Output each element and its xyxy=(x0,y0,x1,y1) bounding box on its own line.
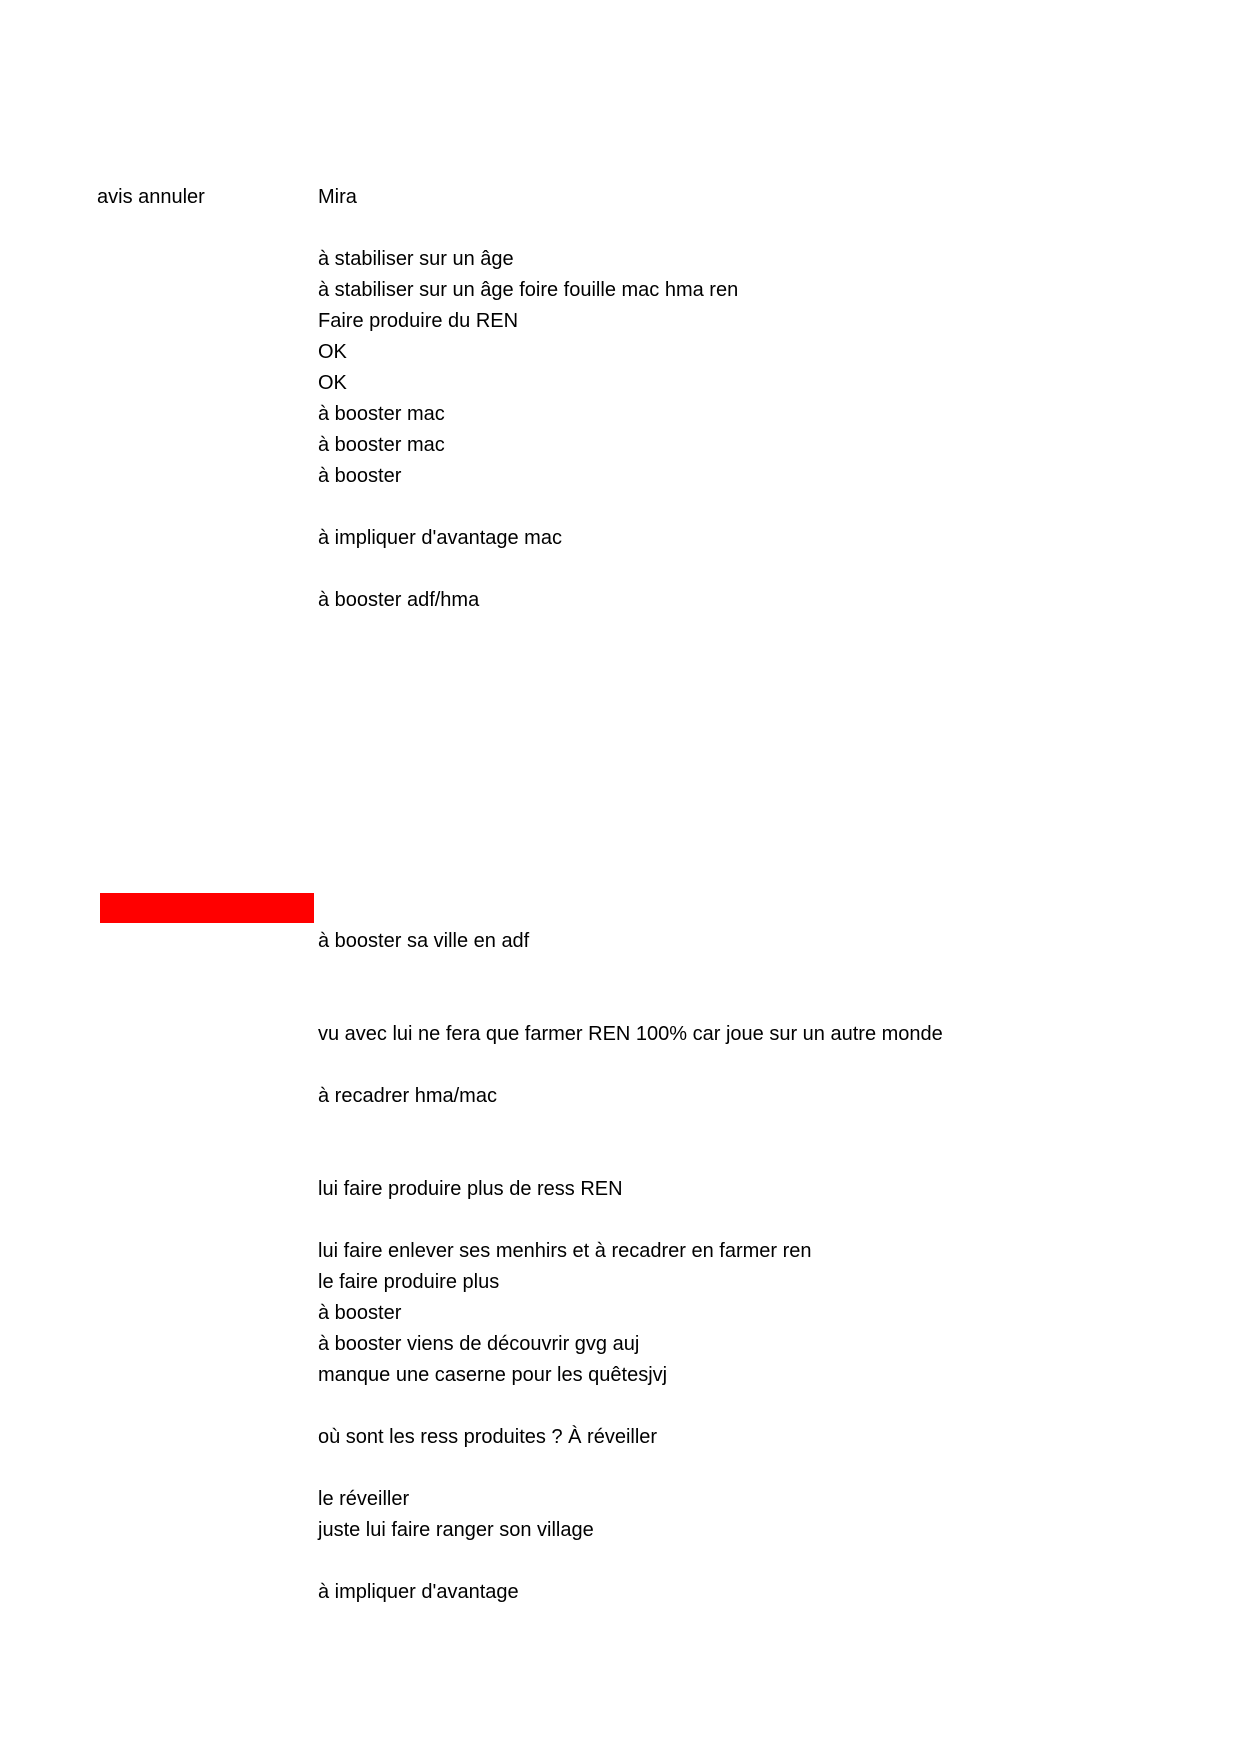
blank-line xyxy=(318,1391,1218,1422)
red-highlight-box xyxy=(100,893,314,923)
blank-line xyxy=(318,213,1218,244)
blank-line xyxy=(318,709,1218,740)
text-line: le faire produire plus xyxy=(318,1271,500,1293)
blank-line xyxy=(318,647,1218,678)
blank-line xyxy=(318,492,1218,523)
text-line: OK xyxy=(318,341,347,363)
column-title: Mira xyxy=(318,186,357,208)
text-line: à booster mac xyxy=(318,403,445,425)
text-column xyxy=(318,182,1218,1608)
blank-line xyxy=(318,554,1218,585)
blank-line xyxy=(318,1453,1218,1484)
text-line: Faire produire du REN xyxy=(318,310,519,332)
blank-line xyxy=(318,833,1218,864)
blank-line xyxy=(318,864,1218,895)
text-line: à booster xyxy=(318,465,402,487)
text-line: à stabiliser sur un âge xyxy=(318,248,514,270)
text-line: à recadrer hma/mac xyxy=(318,1085,497,1107)
blank-line xyxy=(318,1112,1218,1143)
blank-line xyxy=(318,957,1218,988)
blank-line xyxy=(318,616,1218,647)
text-line: à impliquer d'avantage mac xyxy=(318,527,562,549)
text-line: à booster mac xyxy=(318,434,445,456)
text-line: à stabiliser sur un âge foire fouille mac hma ren xyxy=(318,279,739,301)
text-line: lui faire enlever ses menhirs et à recadrer en farmer ren xyxy=(318,1240,812,1262)
left-column-note: avis annuler xyxy=(97,186,205,208)
blank-line xyxy=(318,1143,1218,1174)
text-line: OK xyxy=(318,372,347,394)
blank-line xyxy=(318,802,1218,833)
text-line: à booster xyxy=(318,1302,402,1324)
text-line: vu avec lui ne fera que farmer REN 100% car joue sur un autre monde xyxy=(318,1023,943,1045)
blank-line xyxy=(318,895,1218,926)
text-line: lui faire produire plus de ress REN xyxy=(318,1178,623,1200)
text-line: juste lui faire ranger son village xyxy=(318,1519,594,1541)
blank-line xyxy=(318,1205,1218,1236)
text-line: où sont les ress produites ? À réveiller xyxy=(318,1426,658,1448)
text-line: à booster adf/hma xyxy=(318,589,480,611)
blank-line xyxy=(318,1050,1218,1081)
blank-line xyxy=(318,740,1218,771)
text-line: à booster viens de découvrir gvg auj xyxy=(318,1333,640,1355)
text-line: le réveiller xyxy=(318,1488,410,1510)
blank-line xyxy=(318,678,1218,709)
blank-line xyxy=(318,988,1218,1019)
text-line: à booster sa ville en adf xyxy=(318,930,530,952)
blank-line xyxy=(318,771,1218,802)
text-line: manque une caserne pour les quêtesjvj xyxy=(318,1364,668,1386)
text-line: à impliquer d'avantage xyxy=(318,1581,519,1603)
blank-line xyxy=(318,1546,1218,1577)
